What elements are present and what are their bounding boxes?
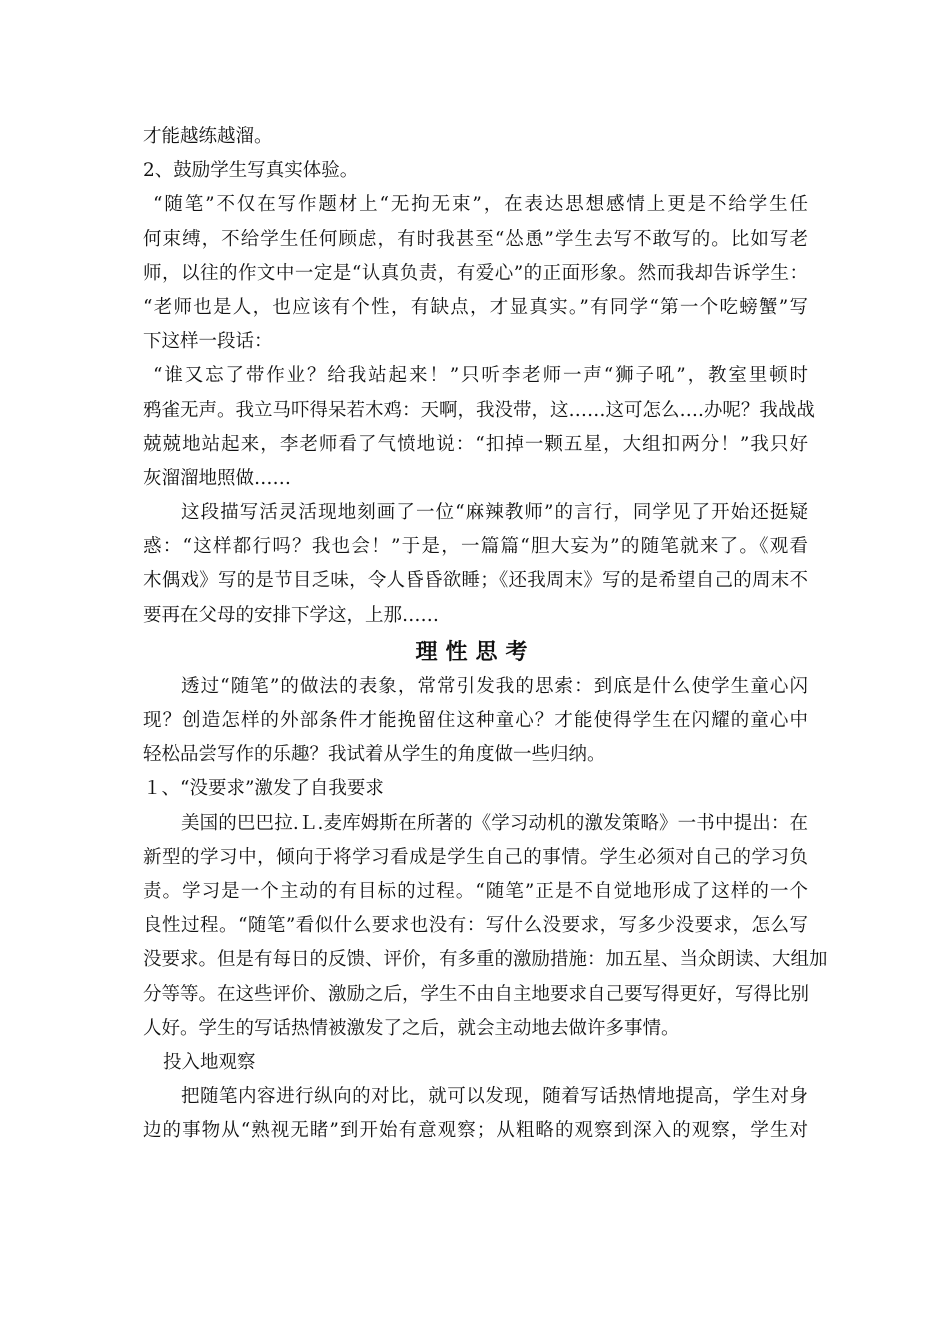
text-line: 人好。学生的写话热情被激发了之后，就会主动地去做许多事情。 — [143, 1017, 680, 1039]
text-line: 惑：“这样都行吗？我也会！”于是，一篇篇“胆大妄为”的随笔就来了。《观看 — [143, 536, 808, 558]
quote-line: “谁又忘了带作业？给我站起来！”只听李老师一声“狮子吼”，教室里顿时 — [153, 365, 808, 387]
text-line: 责。学习是一个主动的有目标的过程。“随笔”正是不自觉地形成了这样的一个 — [143, 880, 808, 902]
text-line: 才能越练越溜。 — [143, 126, 273, 147]
text-line: 良性过程。“随笔”看似什么要求也没有：写什么没要求，写多少没要求，怎么写 — [143, 915, 808, 937]
text-line: 现？创造怎样的外部条件才能挽留住这种童心？才能使得学生在闪耀的童心中 — [143, 710, 808, 731]
text-line: 新型的学习中，倾向于将学习看成是学生自己的事情。学生必须对自己的学习负 — [143, 846, 808, 868]
quote-line: 鸦雀无声。我立马吓得呆若木鸡：天啊，我没带，这……这可怎么….办呢？我战战 — [143, 399, 815, 421]
quote-line: 兢兢地站起来，李老师看了气愤地说：“扣掉一颗五星，大组扣两分！”我只好 — [143, 433, 808, 455]
text-line: 没要求。但是有每日的反馈、评价，有多重的激励措施：加五星、当众朗读、大组加 — [143, 949, 828, 971]
text-line: 边的事物从“熟视无睹”到开始有意观察；从粗略的观察到深入的观察，学生对 — [143, 1120, 808, 1142]
text-line: 把随笔内容进行纵向的对比，就可以发现，随着写话热情地提高，学生对身 — [181, 1086, 808, 1108]
text-line: 美国的巴巴拉.Ｌ.麦库姆斯在所著的《学习动机的激发策略》一书中提出：在 — [181, 812, 808, 834]
text-line: 这段描写活灵活现地刻画了一位“麻辣教师”的言行，同学见了开始还挺疑 — [181, 502, 808, 524]
section-subheading: 投入地观察 — [163, 1051, 256, 1073]
text-line: 师，以往的作文中一定是“认真负责，有爱心”的正面形象。然而我却告诉学生： — [143, 262, 808, 284]
text-line: 分等等。在这些评价、激励之后，学生不由自主地要求自己要写得更好，写得比别 — [143, 983, 810, 1005]
quote-line: 灰溜溜地照做…… — [143, 467, 292, 489]
text-line: 下这样一段话： — [143, 331, 273, 353]
section-subheading: １、“没要求”激发了自我要求 — [143, 778, 384, 800]
text-line: 轻松品尝写作的乐趣？我试着从学生的角度做一些归纳。 — [143, 744, 606, 766]
text-line: 要再在父母的安排下学这，上那…… — [143, 604, 440, 626]
text-line: 木偶戏》写的是节目乏味，令人昏昏欲睡；《还我周末》写的是希望自己的周末不 — [143, 570, 808, 592]
text-line: 透过“随笔”的做法的表象，常常引发我的思索：到底是什么使学生童心闪 — [181, 675, 808, 697]
text-line: 何束缚，不给学生任何顾虑，有时我甚至“怂恿”学生去写不敢写的。比如写老 — [143, 228, 808, 250]
document-body — [143, 120, 828, 1148]
section-subheading: 2、鼓励学生写真实体验。 — [143, 160, 359, 182]
text-line: “随笔”不仅在写作题材上“无拘无束”，在表达思想感情上更是不给学生任 — [153, 194, 808, 216]
text-line: “老师也是人，也应该有个性，有缺点，才显真实。”有同学“第一个吃螃蟹”写 — [143, 296, 808, 318]
section-heading: 理性思考 — [415, 639, 536, 665]
